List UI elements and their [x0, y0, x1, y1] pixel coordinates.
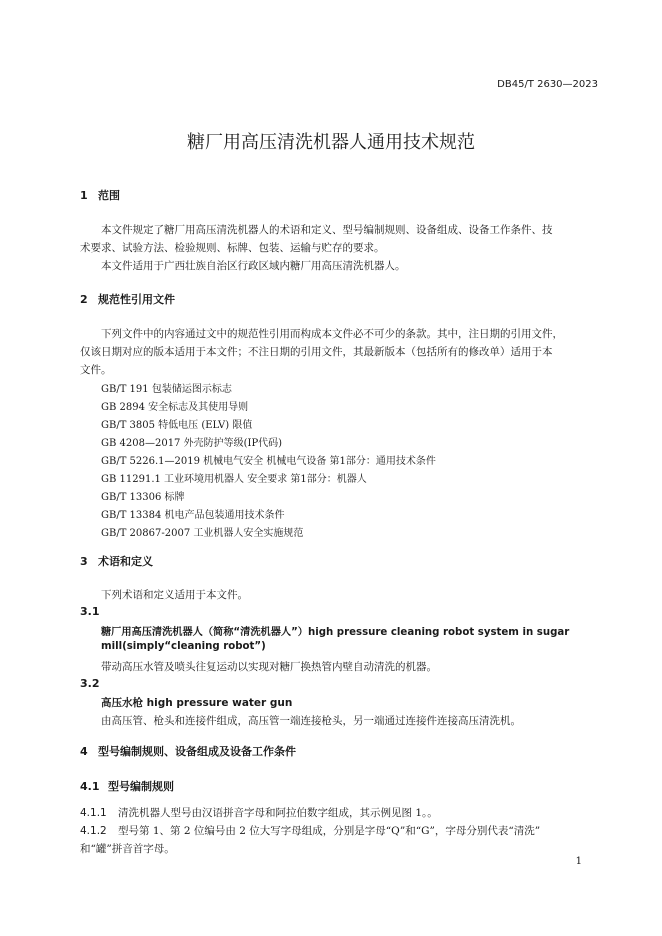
- section-2-paragraph-line: 下列文件中的内容通过文中的规范性引用而构成本文件必不可少的条款。其中，注日期的引用文件，: [101, 328, 563, 340]
- section-4-heading: [80, 743, 296, 759]
- clause-number: 4.1.2: [80, 825, 107, 837]
- term-number: 3.2: [80, 677, 100, 690]
- document-title: 糖厂用高压清洗机器人通用技术规范: [187, 132, 475, 153]
- normative-reference: GB/T 20867-2007 工业机器人安全实施规范: [101, 528, 304, 539]
- section-title: 规范性引用文件: [98, 293, 175, 306]
- page-number: 1: [575, 856, 582, 867]
- clause-4-1-2: [80, 823, 540, 838]
- subsection-number: 4.1: [80, 780, 100, 793]
- section-2-heading: [80, 291, 175, 307]
- normative-reference: GB/T 3805 特低电压 (ELV) 限值: [101, 420, 253, 431]
- normative-reference: GB/T 13384 机电产品包装通用技术条件: [101, 510, 285, 521]
- normative-reference: GB 11291.1 工业环境用机器人 安全要求 第1部分：机器人: [101, 474, 367, 485]
- section-number: 1: [80, 189, 88, 202]
- section-number: 3: [80, 555, 88, 568]
- term-name-continued: mill(simply“cleaning robot”): [101, 641, 266, 652]
- section-3-heading: [80, 553, 153, 569]
- clause-text: 清洗机器人型号由汉语拼音字母和阿拉伯数字组成，其示例见图 1。。: [118, 807, 438, 819]
- section-title: 范围: [98, 189, 120, 202]
- clause-4-1-1: [80, 805, 438, 820]
- term-number: 3.1: [80, 605, 100, 618]
- clause-number: 4.1.1: [80, 807, 107, 819]
- normative-reference: GB 2894 安全标志及其使用导则: [101, 402, 249, 413]
- section-3-intro: 下列术语和定义适用于本文件。: [101, 589, 248, 601]
- normative-reference: GB/T 13306 标牌: [101, 492, 185, 503]
- section-number: 4: [80, 745, 88, 758]
- section-1-paragraph: 本文件适用于广西壮族自治区行政区域内糖厂用高压清洗机器人。: [101, 260, 406, 272]
- normative-reference: GB/T 5226.1—2019 机械电气安全 机械电气设备 第1部分：通用技术条件: [101, 456, 436, 467]
- section-1-heading: [80, 187, 120, 203]
- section-2-paragraph-line: 文件。: [80, 364, 112, 376]
- term-name: 高压水枪 high pressure water gun: [101, 697, 293, 709]
- section-number: 2: [80, 293, 88, 306]
- section-2-paragraph-line: 仅该日期对应的版本适用于本文件；不注日期的引用文件，其最新版本（包括所有的修改单）适用于本: [80, 346, 553, 358]
- term-definition: 带动高压水管及喷头往复运动以实现对糖厂换热管内壁自动清洗的机器。: [101, 661, 437, 673]
- standard-number: DB45/T 2630—2023: [497, 79, 598, 90]
- clause-4-1-2-continued: 和“罐”拼音首字母。: [80, 843, 175, 855]
- section-title: 型号编制规则、设备组成及设备工作条件: [98, 745, 296, 758]
- normative-reference: GB/T 191 包装储运图示标志: [101, 384, 232, 395]
- section-title: 术语和定义: [98, 555, 153, 568]
- subsection-title: 型号编制规则: [108, 780, 174, 793]
- normative-reference: GB 4208—2017 外壳防护等级(IP代码): [101, 438, 283, 449]
- section-1-paragraph-line: 本文件规定了糖厂用高压清洗机器人的术语和定义、型号编制规则、设备组成、设备工作条件、技: [101, 224, 553, 236]
- section-1-paragraph-line: 术要求、试验方法、检验规则、标牌、包装、运输与贮存的要求。: [80, 242, 385, 254]
- term-name: 糖厂用高压清洗机器人（简称“清洗机器人”）high pressure cleaning robot system in sugar: [101, 627, 570, 638]
- subsection-4-1-heading: [80, 778, 174, 794]
- term-definition: 由高压管、枪头和连接件组成，高压管一端连接枪头，另一端通过连接件连接高压清洗机。: [101, 715, 521, 727]
- clause-text: 型号第 1、第 2 位编号由 2 位大写字母组成，分别是字母“Q”和“G”，字母分别代表“清洗”: [118, 825, 541, 837]
